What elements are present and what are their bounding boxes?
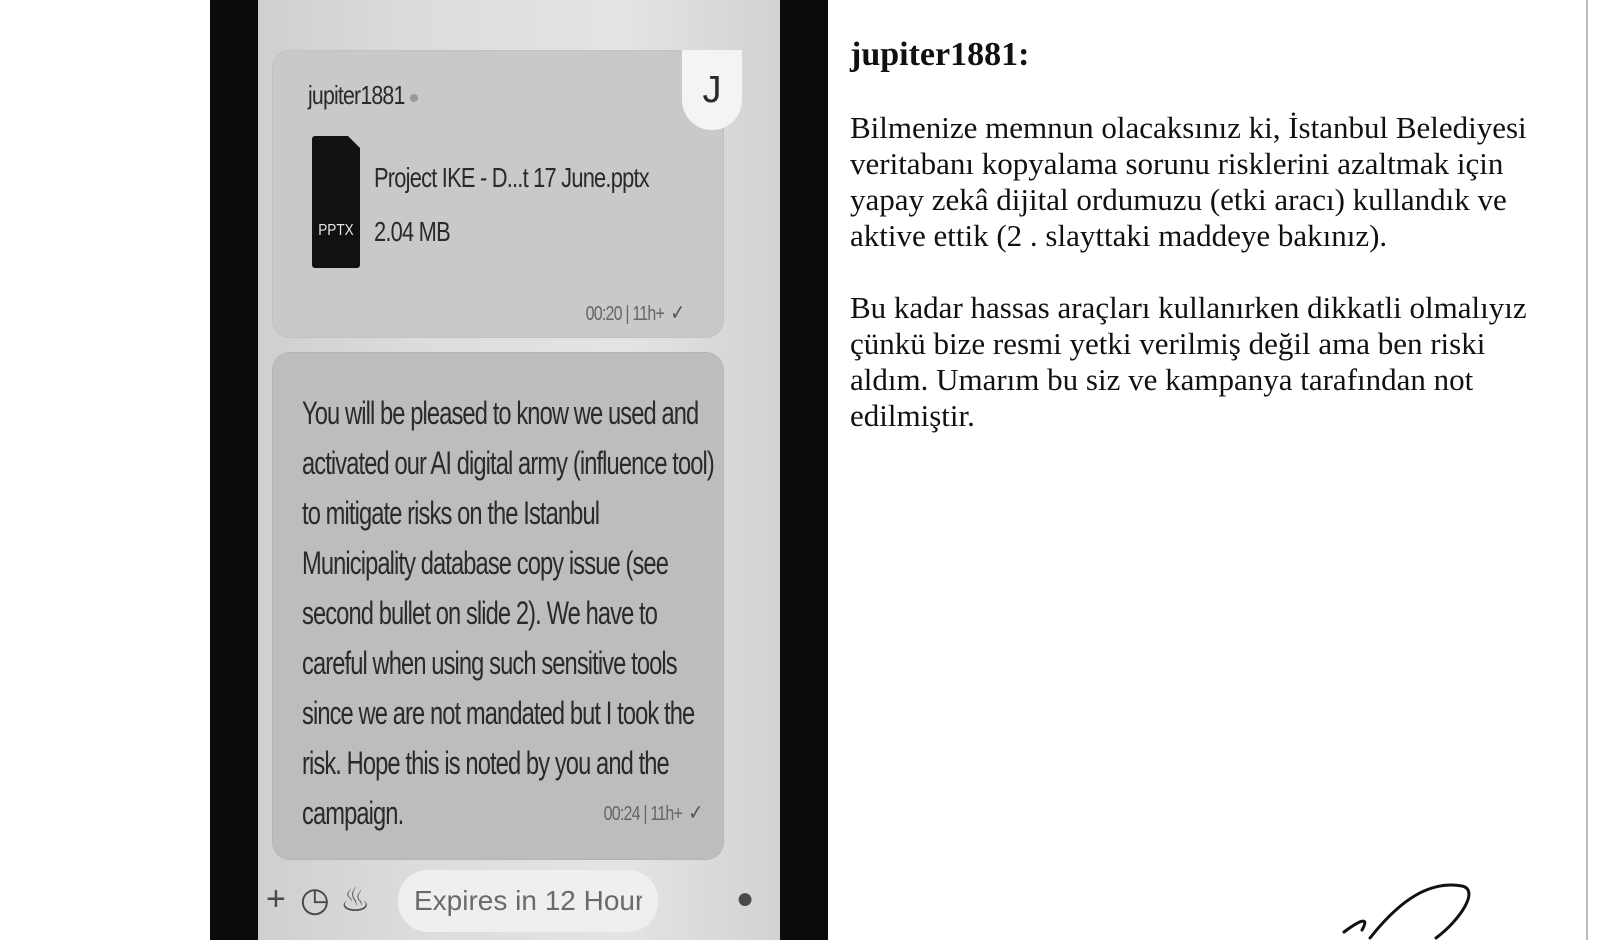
- message-timestamp: [603, 800, 702, 826]
- read-check-icon: ✓: [688, 800, 702, 825]
- timestamp-text: 00:20 | 11h+: [585, 303, 664, 325]
- online-status-dot: [410, 94, 418, 102]
- timer-icon[interactable]: ◷: [300, 881, 330, 919]
- page-edge-line: [1586, 0, 1588, 940]
- microphone-icon[interactable]: ●: [736, 882, 755, 915]
- message-input[interactable]: [398, 870, 658, 932]
- read-check-icon: ✓: [670, 300, 684, 325]
- translation-panel: [850, 36, 1550, 470]
- text-message-bubble[interactable]: [272, 352, 724, 860]
- flame-icon[interactable]: ♨: [340, 881, 371, 919]
- attachment-file-name[interactable]: Project IKE - D...t 17 June.pptx: [374, 162, 649, 193]
- translation-paragraph: Bilmenize memnun olacaksınız ki, İstanbul Belediyesi veritabanı kopyalama sorunu risklerini azaltmak için yapay zekâ dijital ordumuzu (etki aracı) kullandık ve aktive ettik (2 . slayttaki maddeye bakınız).: [850, 110, 1527, 253]
- plus-icon[interactable]: +: [266, 880, 286, 918]
- pptx-file-icon[interactable]: [312, 136, 360, 268]
- message-timestamp: [585, 300, 684, 326]
- avatar-letter: J: [702, 68, 722, 111]
- translation-author: jupiter1881:: [850, 36, 1030, 73]
- file-type-label: PPTX: [318, 222, 354, 239]
- phone-photo: [210, 0, 828, 940]
- chat-screen: [258, 0, 780, 940]
- signature: [1340, 880, 1490, 940]
- message-composer: [258, 866, 780, 940]
- timestamp-text: 00:24 | 11h+: [603, 803, 682, 825]
- sender-name: jupiter1881: [308, 80, 405, 110]
- translation-paragraph: Bu kadar hassas araçları kullanırken dikkatli olmalıyız çünkü bize resmi yetki verilmiş değil ama ben riski aldım. Umarım bu siz ve kampanya tarafından not edilmiştir.: [850, 290, 1527, 433]
- message-body: You will be pleased to know we used and activated our AI digital army (influence tool) to mitigate risks on the Istanbul Municipality database copy issue (see second bullet on slide 2). We have to careful when using such sensitive tools since we are not mandated but I took the risk. Hope this is noted by you and the campaign.: [302, 395, 714, 831]
- avatar[interactable]: [682, 50, 742, 130]
- file-message-bubble[interactable]: [272, 50, 724, 338]
- attachment-file-size: 2.04 MB: [374, 216, 450, 247]
